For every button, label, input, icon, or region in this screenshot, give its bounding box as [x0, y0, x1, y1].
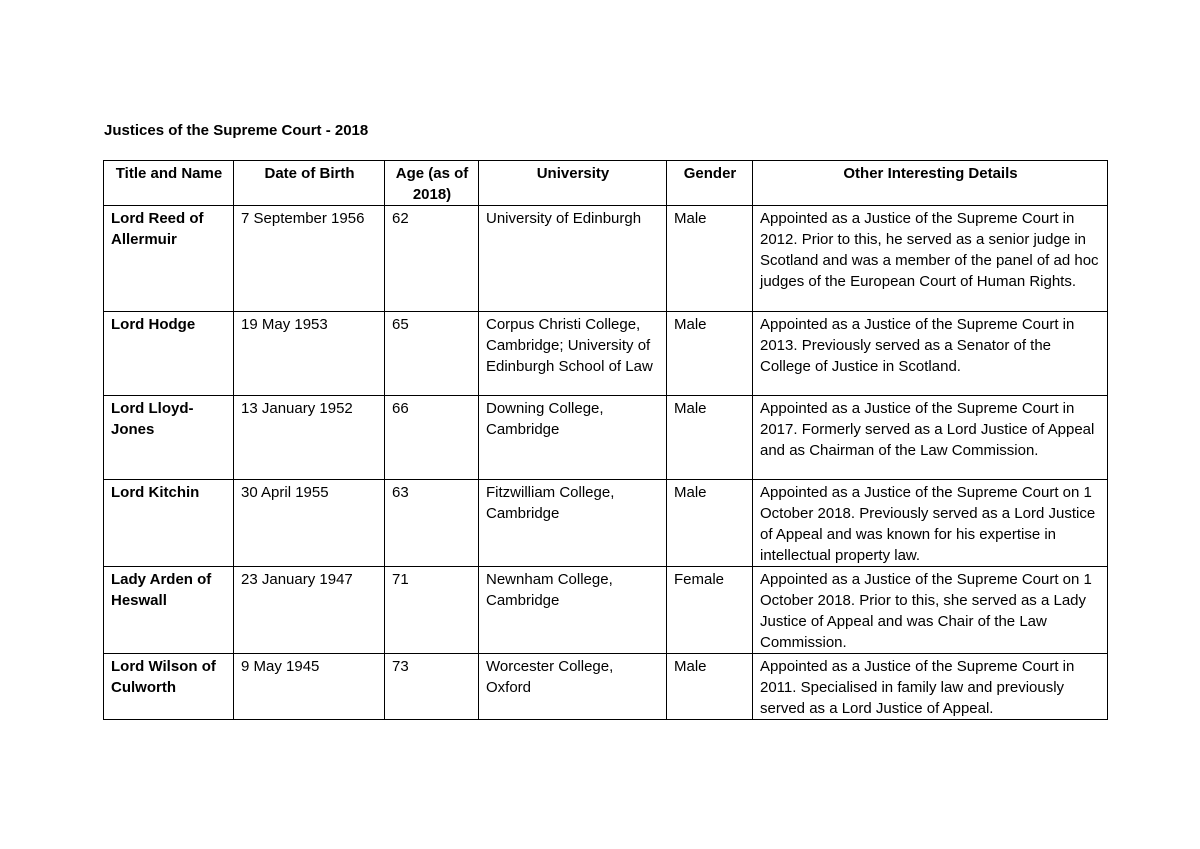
cell-age: 65 [385, 312, 479, 396]
cell-name: Lady Arden of Heswall [104, 567, 234, 654]
cell-university: Downing College, Cambridge [479, 396, 667, 480]
cell-dob: 23 January 1947 [234, 567, 385, 654]
justices-table [103, 160, 1108, 720]
cell-gender: Male [667, 396, 753, 480]
cell-name: Lord Reed of Allermuir [104, 206, 234, 312]
cell-dob: 19 May 1953 [234, 312, 385, 396]
table-row [104, 654, 1108, 720]
cell-gender: Male [667, 480, 753, 567]
cell-details: Appointed as a Justice of the Supreme Court on 1 October 2018. Previously served as a Lord Justice of Appeal and was known for his expertise in intellectual property law. [753, 480, 1108, 567]
cell-age: 63 [385, 480, 479, 567]
cell-gender: Male [667, 312, 753, 396]
cell-name: Lord Hodge [104, 312, 234, 396]
table-header-row [104, 161, 1108, 206]
header-details: Other Interesting Details [753, 161, 1108, 206]
cell-university: Worcester College, Oxford [479, 654, 667, 720]
header-dob: Date of Birth [234, 161, 385, 206]
cell-dob: 13 January 1952 [234, 396, 385, 480]
cell-gender: Male [667, 206, 753, 312]
header-name: Title and Name [104, 161, 234, 206]
header-age: Age (as of 2018) [385, 161, 479, 206]
cell-university: University of Edinburgh [479, 206, 667, 312]
cell-name: Lord Lloyd-Jones [104, 396, 234, 480]
cell-dob: 9 May 1945 [234, 654, 385, 720]
cell-details: Appointed as a Justice of the Supreme Court in 2017. Formerly served as a Lord Justice of Appeal and as Chairman of the Law Commission. [753, 396, 1108, 480]
cell-details: Appointed as a Justice of the Supreme Court on 1 October 2018. Prior to this, she served as a Lady Justice of Appeal and was Chair of the Law Commission. [753, 567, 1108, 654]
table-row [104, 206, 1108, 312]
table-row [104, 480, 1108, 567]
cell-details: Appointed as a Justice of the Supreme Court in 2011. Specialised in family law and previously served as a Lord Justice of Appeal. [753, 654, 1108, 720]
cell-dob: 7 September 1956 [234, 206, 385, 312]
cell-age: 71 [385, 567, 479, 654]
cell-details: Appointed as a Justice of the Supreme Court in 2012. Prior to this, he served as a senior judge in Scotland and was a member of the panel of ad hoc judges of the European Court of Human Rights. [753, 206, 1108, 312]
table-row [104, 396, 1108, 480]
header-university: University [479, 161, 667, 206]
cell-name: Lord Wilson of Culworth [104, 654, 234, 720]
cell-details: Appointed as a Justice of the Supreme Court in 2013. Previously served as a Senator of the College of Justice in Scotland. [753, 312, 1108, 396]
page-title: Justices of the Supreme Court - 2018 [104, 122, 369, 139]
cell-age: 73 [385, 654, 479, 720]
cell-dob: 30 April 1955 [234, 480, 385, 567]
cell-gender: Female [667, 567, 753, 654]
cell-name: Lord Kitchin [104, 480, 234, 567]
cell-university: Newnham College, Cambridge [479, 567, 667, 654]
cell-age: 62 [385, 206, 479, 312]
cell-university: Fitzwilliam College, Cambridge [479, 480, 667, 567]
table-row [104, 567, 1108, 654]
table-row [104, 312, 1108, 396]
header-gender: Gender [667, 161, 753, 206]
cell-age: 66 [385, 396, 479, 480]
cell-gender: Male [667, 654, 753, 720]
cell-university: Corpus Christi College, Cambridge; University of Edinburgh School of Law [479, 312, 667, 396]
